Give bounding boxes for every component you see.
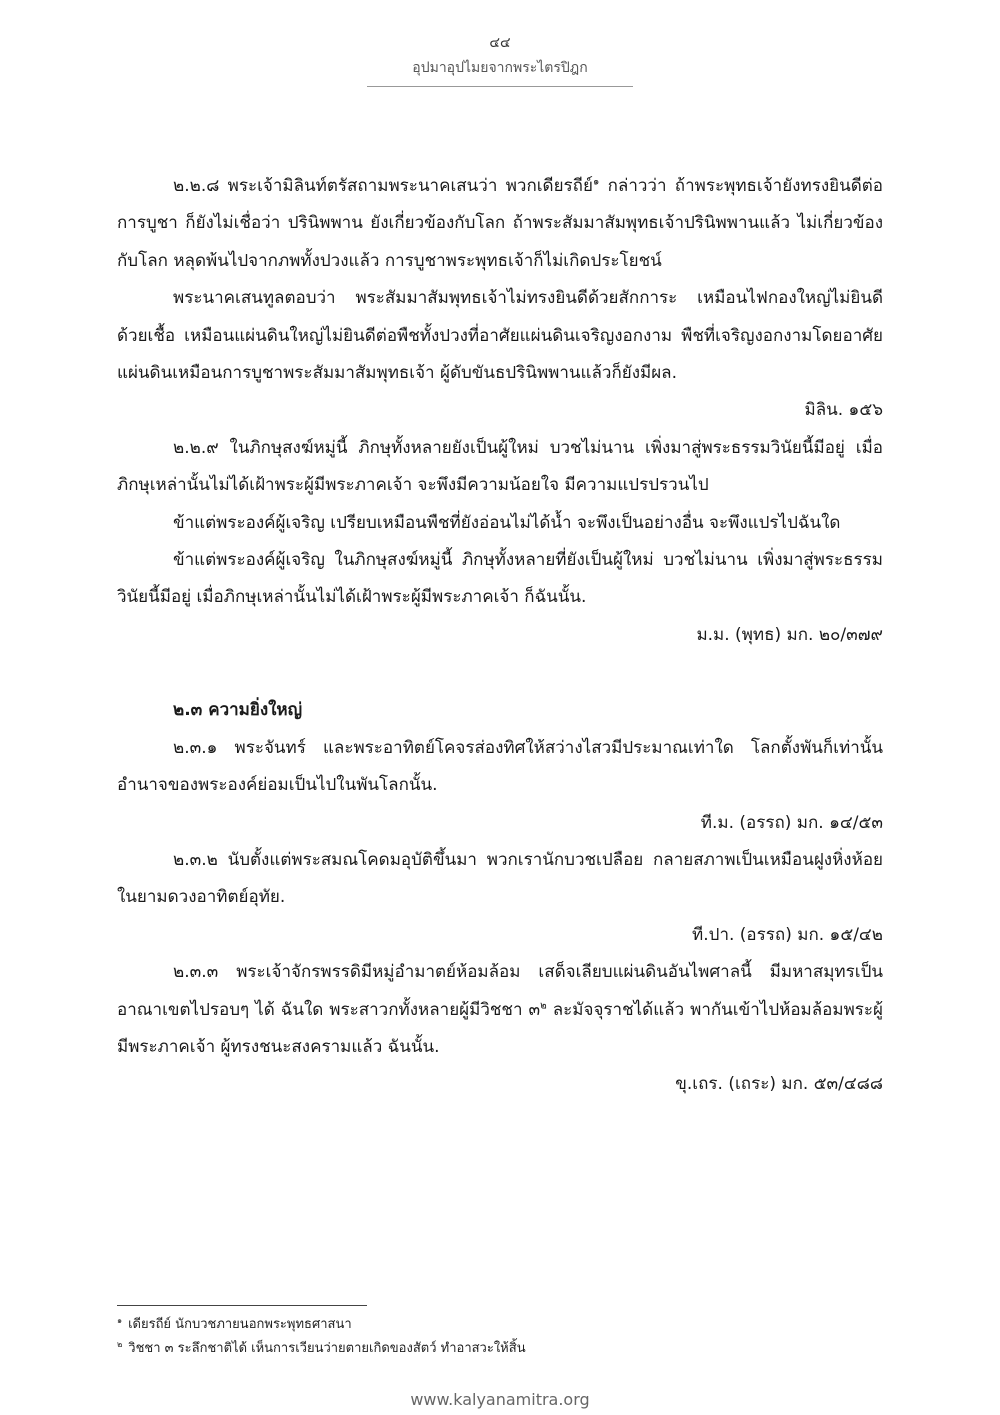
paragraph-2-3-2: ๒.๓.๒ นับตั้งแต่พระสมณโคดมอุบัติขึ้นมา พวกเรานักบวชเปลือย กลายสภาพเป็นเหมือนฝูงหิ่งห้อยในยามดวงอาทิตย์อุทัย. [117,849,883,908]
paragraph-simile-monks: ข้าแต่พระองค์ผู้เจริญ ในภิกษุสงฆ์หมู่นี้ ภิกษุทั้งหลายที่ยังเป็นผู้ใหม่ บวชไม่นาน เพิ่งมาสู่พระธรรมวินัยนี้มีอยู่ เมื่อภิกษุเหล่านั้นไม่ได้เฝ้าพระผู้มีพระภาคเจ้า ก็ฉันนั้น. [117,550,883,608]
footnote-rule [117,1305,367,1306]
reference-tpa: ที.ปา. (อรรถ) มก. ๑๕/๔๒ [692,924,883,945]
main-text [117,168,883,1104]
reference-thera: ขุ.เถร. (เถระ) มก. ๕๓/๔๘๘ [675,1074,883,1095]
paragraph-2-2-8: ๒.๒.๘ พระเจ้ามิลินท์ตรัสถามพระนาคเสนว่า พวกเดียรถีย์$^๑$ กล่าวว่า ถ้าพระพุทธเจ้ายังทรงยินดีต่อการบูชา ก็ยังไม่เชื่อว่า ปรินิพพาน ยังเกี่ยวข้องกับโลก ถ้าพระสัมมาสัมพุทธเจ้าปรินิพพานแล้ว ไม่เกี่ยวข้องกับโลก หลุดพ้นไปจากภพทั้งปวงแล้ว การบูชาพระพุทธเจ้าก็ไม่เกิดประโยชน์ [117,176,883,271]
page-header [0,34,1000,87]
website-url[interactable]: www.kalyanamitra.org [410,1390,590,1409]
page-number: ๔๔ [489,35,511,51]
reference-mm: ม.ม. (พุทธ) มก. ๒๐/๓๗๙ [696,624,883,645]
footnote-1: $^๑$ เดียรถีย์ นักบวชภายนอกพระพุทธศาสนา [117,1315,352,1332]
paragraph-simile-seed: ข้าแต่พระองค์ผู้เจริญ เปรียบเหมือนพืชที่ยังอ่อนไม่ได้น้ำ จะพึงเป็นอย่างอื่น จะพึงแปรไปฉันใด [173,512,841,533]
running-title: อุปมาอุปไมยจากพระไตรปิฎก [412,60,588,76]
reference-tm: ที.ม. (อรรถ) มก. ๑๔/๕๓ [700,812,883,833]
footnotes [117,1313,883,1361]
paragraph-2-3-3: ๒.๓.๓ พระเจ้าจักรพรรดิมีหมู่อำมาตย์ห้อมล้อม เสด็จเลียบแผ่นดินอันไพศาลนี้ มีมหาสมุทรเป็นอาณาเขตไปรอบๆ ได้ ฉันใด พระสาวกทั้งหลายผู้มีวิชชา ๓$^๒$ ละมัจจุราชได้แล้ว พากันเข้าไปห้อมล้อมพระผู้มีพระภาคเจ้า ผู้ทรงชนะสงครามแล้ว ฉันนั้น. [117,962,883,1057]
header-rule [367,86,633,87]
paragraph-reply: พระนาคเสนทูลตอบว่า พระสัมมาสัมพุทธเจ้าไม่ทรงยินดีด้วยสักการะ เหมือนไฟกองใหญ่ไม่ยินดีด้วยเชื้อ เหมือนแผ่นดินใหญ่ไม่ยินดีต่อพืชทั้งปวงที่อาศัยแผ่นดินเจริญงอกงาม พืชที่เจริญงอกงามโดยอาศัยแผ่นดินเหมือนการบูชาพระสัมมาสัมพุทธเจ้า ผู้ดับขันธปรินิพพานแล้วก็ยังมีผล. [117,288,883,384]
footnote-mark-1[interactable]: ๑ [592,176,600,188]
footnote-2: $^๒$ วิชชา ๓ ระลึกชาติได้ เห็นการเวียนว่ายตายเกิดของสัตว์ ทำอาสวะให้สิ้น [117,1339,526,1356]
reference-milin: มิลิน. ๑๕๖ [804,400,883,421]
paragraph-2-3-1: ๒.๓.๑ พระจันทร์ และพระอาทิตย์โคจรส่องทิศให้สว่างไสวมีประมาณเท่าใด โลกตั้งพันก็เท่านั้น อำนาจของพระองค์ย่อมเป็นไปในพันโลกนั้น. [117,737,883,796]
footnote-mark-2[interactable]: ๒ [540,999,547,1011]
paragraph-2-2-9: ๒.๒.๙ ในภิกษุสงฆ์หมู่นี้ ภิกษุทั้งหลายยังเป็นผู้ใหม่ บวชไม่นาน เพิ่งมาสู่พระธรรมวินัยนี้มีอยู่ เมื่อภิกษุเหล่านั้นไม่ได้เฝ้าพระผู้มีพระภาคเจ้า จะพึงมีความน้อยใจ มีความแปรปรวนไป [117,437,883,496]
section-heading: ๒.๓ ความยิ่งใหญ่ [173,700,303,721]
